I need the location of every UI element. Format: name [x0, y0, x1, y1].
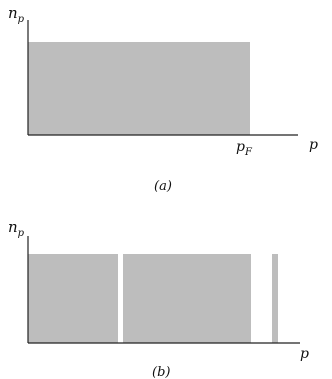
- panel-a-caption: (a): [154, 179, 172, 194]
- panel-b-y-axis-label: $n_p$: [8, 218, 25, 239]
- panel-b: [8, 218, 309, 379]
- block-2: [123, 254, 251, 343]
- panel-b-caption: (b): [152, 365, 171, 379]
- block-3: [272, 254, 278, 343]
- filled-region: [28, 42, 250, 135]
- panel-b-x-axis-label: p: [300, 346, 309, 362]
- block-1: [28, 254, 118, 343]
- panel-a-x-axis-label: p: [309, 137, 318, 153]
- panel-a-tick-label-pF: $p_F$: [236, 139, 252, 158]
- panel-a: [8, 4, 318, 194]
- panel-a-y-axis-label: $n_p$: [8, 4, 25, 25]
